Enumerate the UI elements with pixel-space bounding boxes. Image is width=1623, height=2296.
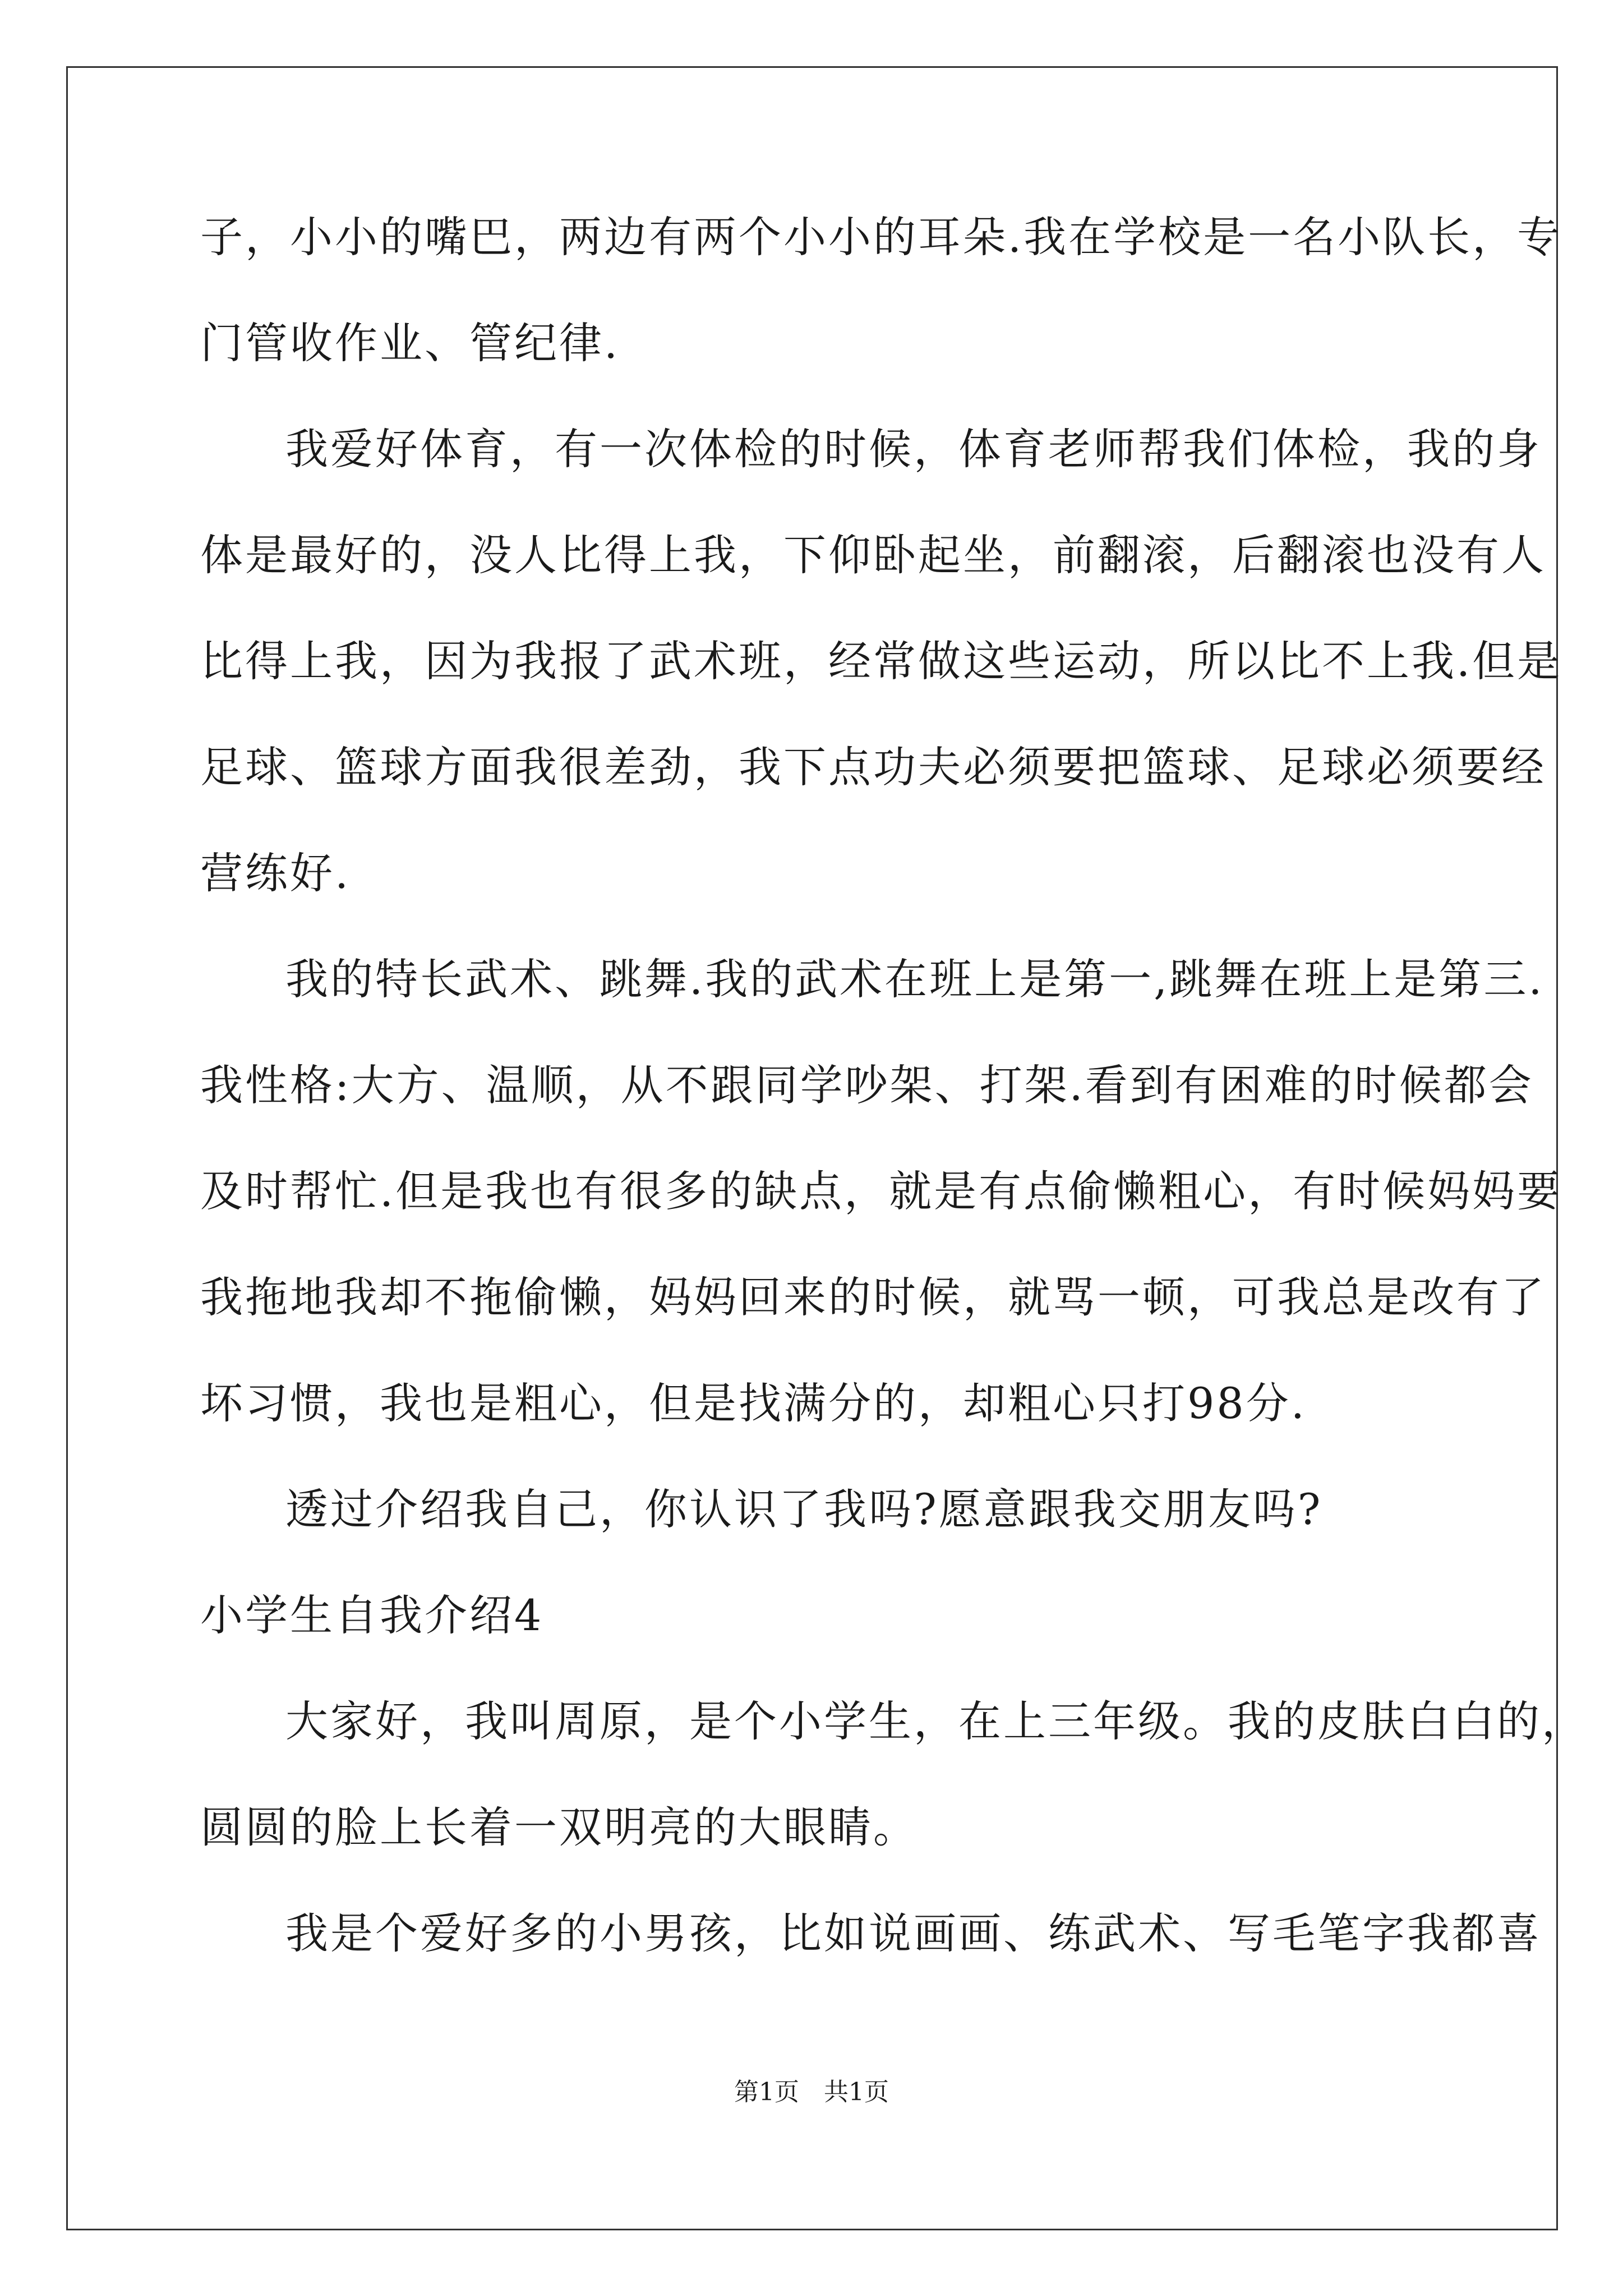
text-line: 比得上我，因为我报了武术班，经常做这些运动，所以比不上我.但是 xyxy=(200,636,1562,686)
paragraph-first-line: 我的特长武术、跳舞.我的武术在班上是第一,跳舞在班上是第三. xyxy=(285,954,1544,1004)
text-line: 体是最好的，没人比得上我，下仰卧起坐，前翻滚，后翻滚也没有人 xyxy=(200,530,1546,580)
text-line: 我性格:大方、温顺，从不跟同学吵架、打架.看到有困难的时候都会 xyxy=(200,1060,1534,1110)
paragraph-first-line: 透过介绍我自己，你认识了我吗?愿意跟我交朋友吗? xyxy=(285,1484,1323,1534)
text-line: 我拖地我却不拖偷懒，妈妈回来的时候，就骂一顿，可我总是改有了 xyxy=(200,1272,1546,1322)
text-line: 圆圆的脸上长着一双明亮的大眼睛。 xyxy=(200,1802,918,1852)
paragraph-first-line: 我爱好体育，有一次体检的时候，体育老师帮我们体检，我的身 xyxy=(285,424,1542,474)
text-line: 子，小小的嘴巴，两边有两个小小的耳朵.我在学校是一名小队长，专 xyxy=(200,212,1562,262)
document-body xyxy=(200,210,1587,2013)
text-line: 及时帮忙.但是我也有很多的缺点，就是有点偷懒粗心，有时候妈妈要 xyxy=(200,1166,1562,1216)
text-line: 坏习惯，我也是粗心，但是找满分的，却粗心只打98分. xyxy=(200,1378,1307,1428)
section-heading: 小学生自我介绍4 xyxy=(200,1590,544,1640)
text-line: 足球、篮球方面我很差劲，我下点功夫必须要把篮球、足球必须要经 xyxy=(200,742,1546,792)
text-line: 营练好. xyxy=(200,848,351,898)
text-line: 门管收作业、管纪律. xyxy=(200,318,620,368)
page-number-footer: 第1页 共1页 xyxy=(734,2078,889,2106)
paragraph-first-line: 我是个爱好多的小男孩，比如说画画、练武术、写毛笔字我都喜 xyxy=(285,1908,1542,1958)
paragraph-first-line: 大家好，我叫周原，是个小学生，在上三年级。我的皮肤白白的， xyxy=(285,1696,1587,1746)
